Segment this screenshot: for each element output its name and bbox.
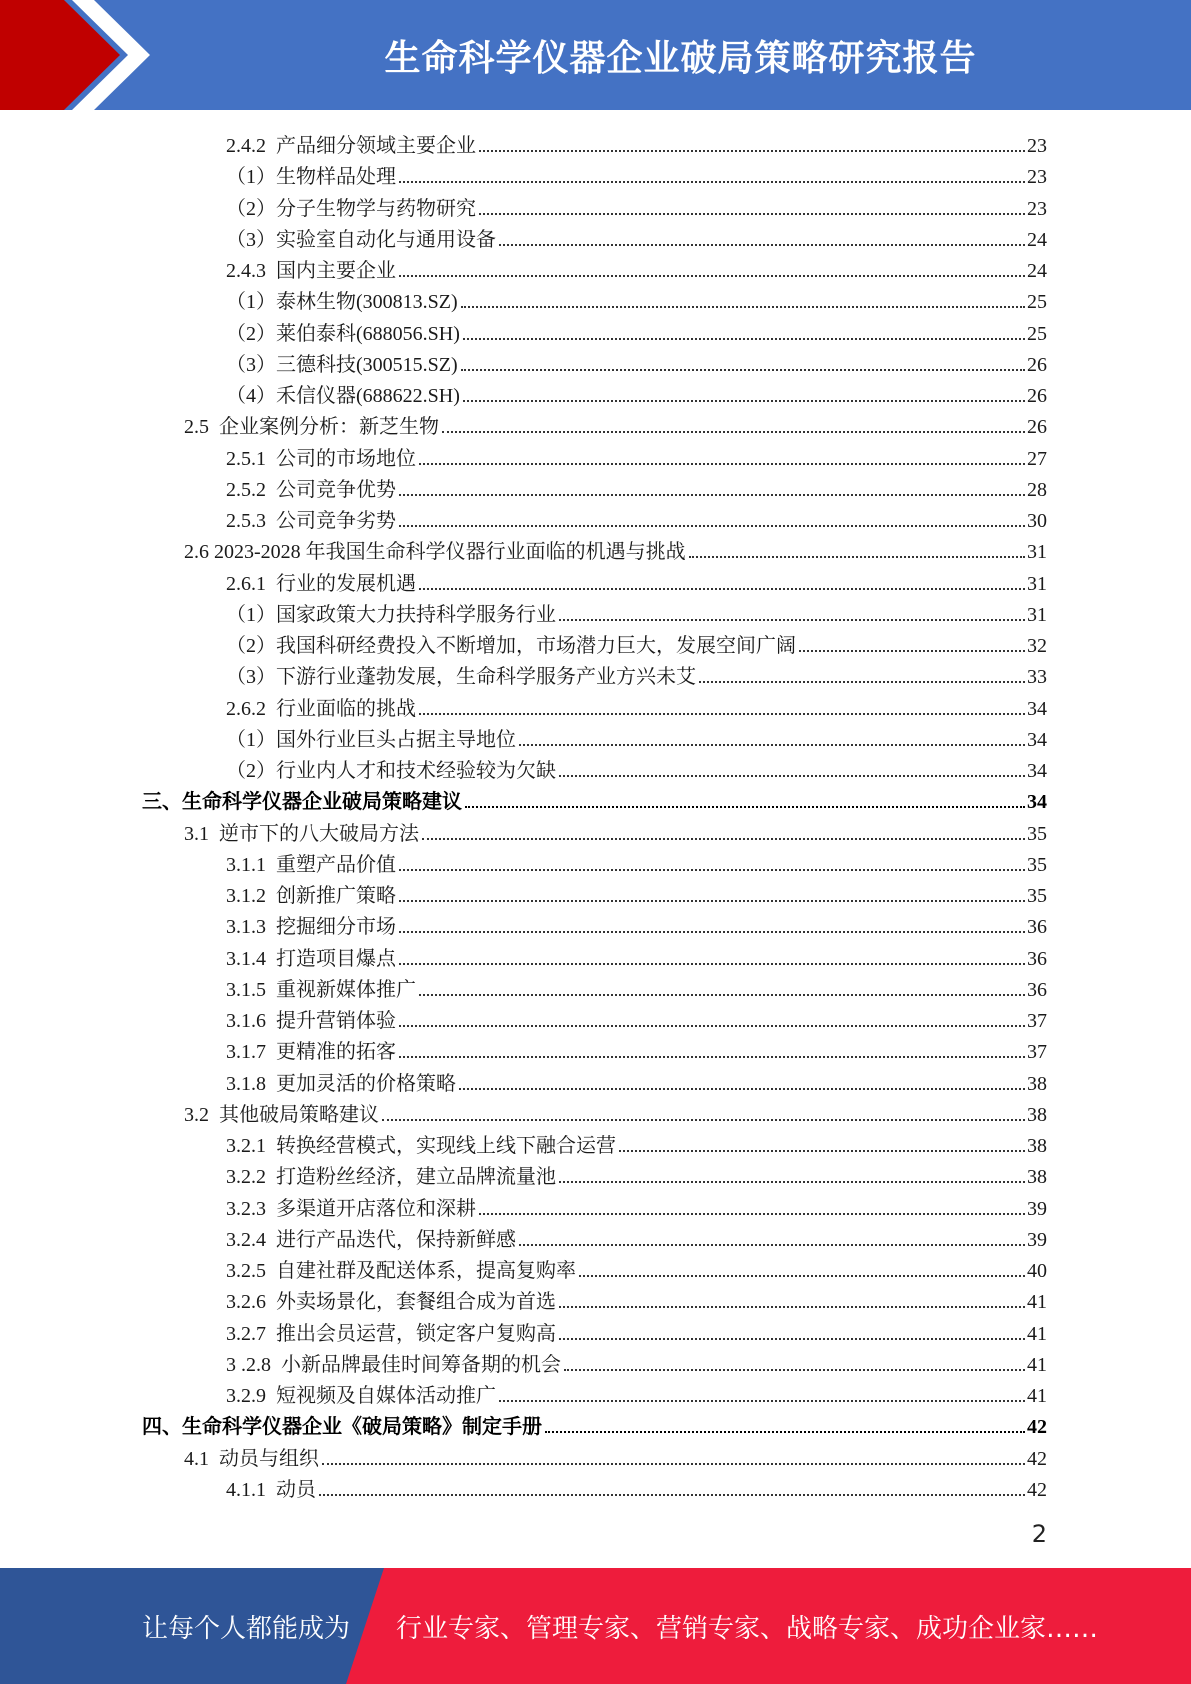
toc-dot-leader <box>399 275 1025 277</box>
toc-entry-label: 2.4.2 产品细分领域主要企业 <box>226 135 476 157</box>
toc-dot-leader <box>399 869 1025 871</box>
toc-entry-label: 3.2.4 进行产品迭代，保持新鲜感 <box>226 1228 516 1251</box>
toc-entry-page: 32 <box>1027 635 1047 657</box>
toc-entry-page: 35 <box>1027 885 1047 907</box>
toc-dot-leader <box>399 494 1025 496</box>
toc-entry[interactable] <box>226 1127 1047 1158</box>
toc-dot-leader <box>479 1213 1025 1215</box>
toc-entry-label: 四、生命科学仪器企业《破局策略》制定手册 <box>142 1416 542 1439</box>
toc-entry-label: （1）生物样品处理 <box>226 166 396 189</box>
toc-entry-page: 41 <box>1027 1291 1047 1314</box>
toc-entry[interactable] <box>226 221 1047 252</box>
toc-entry[interactable] <box>226 877 1047 908</box>
toc-dot-leader <box>399 963 1025 965</box>
toc-entry[interactable] <box>226 565 1047 596</box>
toc-entry-label: 2.6.1 行业的发展机遇 <box>226 572 416 595</box>
header-arrow-icon <box>0 0 160 110</box>
toc-dot-leader <box>399 525 1025 527</box>
toc-entry-label: 3.2.5 自建社群及配送体系，提高复购率 <box>226 1260 576 1282</box>
toc-dot-leader <box>479 213 1025 215</box>
toc-entry[interactable] <box>226 908 1047 939</box>
toc-dot-leader <box>322 1463 1025 1465</box>
toc-entry[interactable] <box>184 533 1047 564</box>
toc-entry[interactable] <box>226 252 1047 283</box>
toc-entry[interactable] <box>142 1408 1047 1439</box>
toc-entry[interactable] <box>226 1252 1047 1283</box>
toc-dot-leader <box>619 1150 1025 1152</box>
toc-entry-page: 34 <box>1027 697 1047 720</box>
toc-entry-page: 35 <box>1027 822 1047 845</box>
page-number: 2 <box>1031 1520 1047 1548</box>
toc-entry-page: 38 <box>1027 1072 1047 1095</box>
toc-dot-leader <box>545 1431 1025 1433</box>
report-title: 生命科学仪器企业破局策略研究报告 <box>384 37 977 79</box>
toc-dot-leader <box>499 1400 1025 1402</box>
toc-entry-page: 23 <box>1027 197 1047 220</box>
toc-entry-page: 24 <box>1027 228 1047 251</box>
toc-entry[interactable] <box>226 1471 1047 1502</box>
toc-dot-leader <box>559 1181 1025 1183</box>
toc-entry-page: 41 <box>1027 1353 1047 1376</box>
toc-dot-leader <box>419 713 1025 715</box>
toc-dot-leader <box>579 1275 1025 1277</box>
toc-entry-page: 34 <box>1027 760 1047 782</box>
toc-entry-page: 27 <box>1027 447 1047 470</box>
toc-entry[interactable] <box>226 690 1047 721</box>
toc-entry-label: 3.2.2 打造粉丝经济，建立品牌流量池 <box>226 1166 556 1189</box>
toc-entry[interactable] <box>226 721 1047 752</box>
toc-entry-label: （3）实验室自动化与通用设备 <box>226 228 496 251</box>
toc-dot-leader <box>559 1338 1025 1340</box>
toc-entry-page: 30 <box>1027 510 1047 532</box>
toc-entry-label: 3.2.6 外卖场景化，套餐组合成为首选 <box>226 1291 556 1314</box>
toc-entry-label: 3.1.1 重塑产品价值 <box>226 853 396 876</box>
toc-entry[interactable] <box>226 502 1047 533</box>
toc-entry-label: 3.1.2 创新推广策略 <box>226 885 396 907</box>
toc-entry[interactable] <box>226 1002 1047 1033</box>
toc-dot-leader <box>559 1306 1025 1308</box>
toc-dot-leader <box>479 150 1025 152</box>
toc-entry-label: 3.1.3 挖掘细分市场 <box>226 916 396 939</box>
toc-entry-page: 40 <box>1027 1260 1047 1282</box>
toc-entry-label: 2.5.3 公司竞争劣势 <box>226 510 396 532</box>
toc-entry-page: 34 <box>1027 728 1047 751</box>
footer-slogan-right: 行业专家、管理专家、营销专家、战略专家、成功企业家…… <box>396 1613 1099 1644</box>
toc-entry-label: 3.2.7 推出会员运营，锁定客户复购高 <box>226 1322 556 1345</box>
toc-entry-page: 37 <box>1027 1041 1047 1064</box>
toc-dot-leader <box>382 1119 1025 1121</box>
toc-dot-leader <box>465 806 1025 808</box>
toc-entry-page: 31 <box>1027 603 1047 626</box>
toc-dot-leader <box>699 681 1025 683</box>
toc-entry-label: 3.2.9 短视频及自媒体活动推广 <box>226 1385 496 1407</box>
toc-entry-page: 24 <box>1027 260 1047 282</box>
toc-entry-label: 3.2.1 转换经营模式，实现线上线下融合运营 <box>226 1135 616 1157</box>
toc-dot-leader <box>399 931 1025 933</box>
toc-dot-leader <box>399 1025 1025 1027</box>
toc-dot-leader <box>319 1494 1025 1496</box>
toc-entry-page: 36 <box>1027 978 1047 1001</box>
toc-entry-page: 42 <box>1027 1416 1047 1439</box>
toc-entry-label: 3.1.8 更加灵活的价格策略 <box>226 1072 456 1095</box>
toc-entry-label: 3.1.7 更精准的拓客 <box>226 1041 396 1064</box>
page-footer <box>0 1568 1191 1684</box>
toc-entry[interactable] <box>226 1315 1047 1346</box>
toc-entry-label: （4）禾信仪器(688622.SH) <box>226 385 460 407</box>
toc-entry[interactable] <box>226 1283 1047 1314</box>
page-header <box>0 0 1191 110</box>
toc-entry-label: 3.1.6 提升营销体验 <box>226 1010 396 1032</box>
toc-entry-page: 38 <box>1027 1103 1047 1126</box>
toc-entry-label: 3.1 逆市下的八大破局方法 <box>184 822 419 845</box>
toc-entry-label: （3）三德科技(300515.SZ) <box>226 353 458 376</box>
toc-entry-page: 25 <box>1027 291 1047 314</box>
toc-entry-page: 23 <box>1027 135 1047 157</box>
toc-dot-leader <box>399 900 1025 902</box>
toc-dot-leader <box>799 650 1025 652</box>
toc-dot-leader <box>459 1088 1025 1090</box>
toc-entry-page: 38 <box>1027 1166 1047 1189</box>
toc-entry-label: 2.6 2023-2028 年我国生命科学仪器行业面临的机遇与挑战 <box>184 541 686 564</box>
toc-entry-page: 42 <box>1027 1478 1047 1501</box>
toc-entry-page: 41 <box>1027 1385 1047 1407</box>
toc-entry-page: 28 <box>1027 478 1047 501</box>
toc-dot-leader <box>461 369 1025 371</box>
toc-dot-leader <box>419 463 1025 465</box>
toc-entry-label: （1）国家政策大力扶持科学服务行业 <box>226 603 556 626</box>
toc-entry-label: 3 .2.8 小新品牌最佳时间筹备期的机会 <box>226 1353 561 1376</box>
toc-entry-label: （2）行业内人才和技术经验较为欠缺 <box>226 760 556 782</box>
toc-dot-leader <box>564 1369 1025 1371</box>
toc-entry[interactable] <box>184 1096 1047 1127</box>
toc-entry-page: 36 <box>1027 947 1047 970</box>
toc-entry-page: 26 <box>1027 353 1047 376</box>
toc-entry-page: 37 <box>1027 1010 1047 1032</box>
toc-dot-leader <box>499 244 1025 246</box>
toc-entry-page: 34 <box>1027 791 1047 814</box>
toc-entry-page: 31 <box>1027 541 1047 564</box>
toc-dot-leader <box>519 744 1025 746</box>
toc-entry[interactable] <box>226 190 1047 221</box>
toc-entry-label: （2）分子生物学与药物研究 <box>226 197 476 220</box>
toc-dot-leader <box>399 1056 1025 1058</box>
toc-entry[interactable] <box>226 596 1047 627</box>
toc-entry[interactable] <box>226 1158 1047 1189</box>
toc-entry-label: 2.5 企业案例分析：新芝生物 <box>184 416 439 439</box>
toc-entry[interactable] <box>226 627 1047 658</box>
toc-entry[interactable] <box>226 377 1047 408</box>
toc-entry-page: 36 <box>1027 916 1047 939</box>
toc-entry-label: （2）莱伯泰科(688056.SH) <box>226 322 460 345</box>
toc-entry[interactable] <box>226 440 1047 471</box>
toc-entry-label: 3.2.3 多渠道开店落位和深耕 <box>226 1197 476 1220</box>
toc-dot-leader <box>461 306 1025 308</box>
toc-entry-page: 39 <box>1027 1197 1047 1220</box>
toc-entry[interactable] <box>226 658 1047 689</box>
toc-entry[interactable] <box>226 1190 1047 1221</box>
toc-entry-page: 42 <box>1027 1447 1047 1470</box>
toc-entry[interactable] <box>184 815 1047 846</box>
toc-entry-page: 33 <box>1027 666 1047 689</box>
toc-entry[interactable] <box>226 1065 1047 1096</box>
toc-dot-leader <box>419 588 1025 590</box>
toc-entry-label: 3.2 其他破局策略建议 <box>184 1103 379 1126</box>
toc-entry-page: 38 <box>1027 1135 1047 1157</box>
toc-dot-leader <box>419 994 1025 996</box>
toc-entry-page: 31 <box>1027 572 1047 595</box>
toc-entry[interactable] <box>226 971 1047 1002</box>
toc-entry[interactable] <box>226 1033 1047 1064</box>
toc-entry[interactable] <box>226 346 1047 377</box>
toc-entry-label: 三、生命科学仪器企业破局策略建议 <box>142 791 462 814</box>
toc-entry-label: 2.5.1 公司的市场地位 <box>226 447 416 470</box>
toc-entry[interactable] <box>142 783 1047 814</box>
toc-entry[interactable] <box>226 283 1047 314</box>
toc-entry-label: （3）下游行业蓬勃发展，生命科学服务产业方兴未艾 <box>226 666 696 689</box>
toc-entry[interactable] <box>226 940 1047 971</box>
toc-dot-leader <box>559 775 1025 777</box>
toc-entry-label: （1）泰林生物(300813.SZ) <box>226 291 458 314</box>
toc-entry-page: 39 <box>1027 1228 1047 1251</box>
toc-entry[interactable] <box>226 1221 1047 1252</box>
toc-entry-label: 4.1.1 动员 <box>226 1478 316 1501</box>
toc-entry-label: 2.4.3 国内主要企业 <box>226 260 396 282</box>
toc-dot-leader <box>559 619 1025 621</box>
toc-dot-leader <box>442 431 1025 433</box>
toc-entry-page: 35 <box>1027 853 1047 876</box>
toc-entry-page: 26 <box>1027 416 1047 439</box>
toc-dot-leader <box>399 181 1025 183</box>
toc-dot-leader <box>519 1244 1025 1246</box>
toc-entry-label: 3.1.5 重视新媒体推广 <box>226 978 416 1001</box>
toc-entry[interactable] <box>226 158 1047 189</box>
toc-entry-label: 2.5.2 公司竞争优势 <box>226 478 396 501</box>
toc-entry-label: （1）国外行业巨头占据主导地位 <box>226 728 516 751</box>
toc-entry-page: 41 <box>1027 1322 1047 1345</box>
toc-entry[interactable] <box>226 127 1047 158</box>
toc-entry-page: 25 <box>1027 322 1047 345</box>
toc-entry[interactable] <box>226 1377 1047 1408</box>
toc-entry-page: 23 <box>1027 166 1047 189</box>
toc-dot-leader <box>689 556 1025 558</box>
toc-dot-leader <box>422 838 1025 840</box>
toc-entry-label: 4.1 动员与组织 <box>184 1447 319 1470</box>
toc-entry[interactable] <box>226 1346 1047 1377</box>
toc-entry[interactable] <box>226 315 1047 346</box>
toc-dot-leader <box>463 338 1025 340</box>
toc-entry-label: （2）我国科研经费投入不断增加，市场潜力巨大，发展空间广阔 <box>226 635 796 657</box>
toc-dot-leader <box>463 400 1025 402</box>
toc-entry-page: 26 <box>1027 385 1047 407</box>
toc-entry-label: 3.1.4 打造项目爆点 <box>226 947 396 970</box>
toc-entry[interactable] <box>226 471 1047 502</box>
toc-entry-label: 2.6.2 行业面临的挑战 <box>226 697 416 720</box>
toc-entry[interactable] <box>226 846 1047 877</box>
toc-entry[interactable] <box>184 1440 1047 1471</box>
toc-entry[interactable] <box>226 752 1047 783</box>
toc-entry[interactable] <box>184 408 1047 439</box>
footer-slogan-left: 让每个人都能成为 <box>142 1613 351 1644</box>
